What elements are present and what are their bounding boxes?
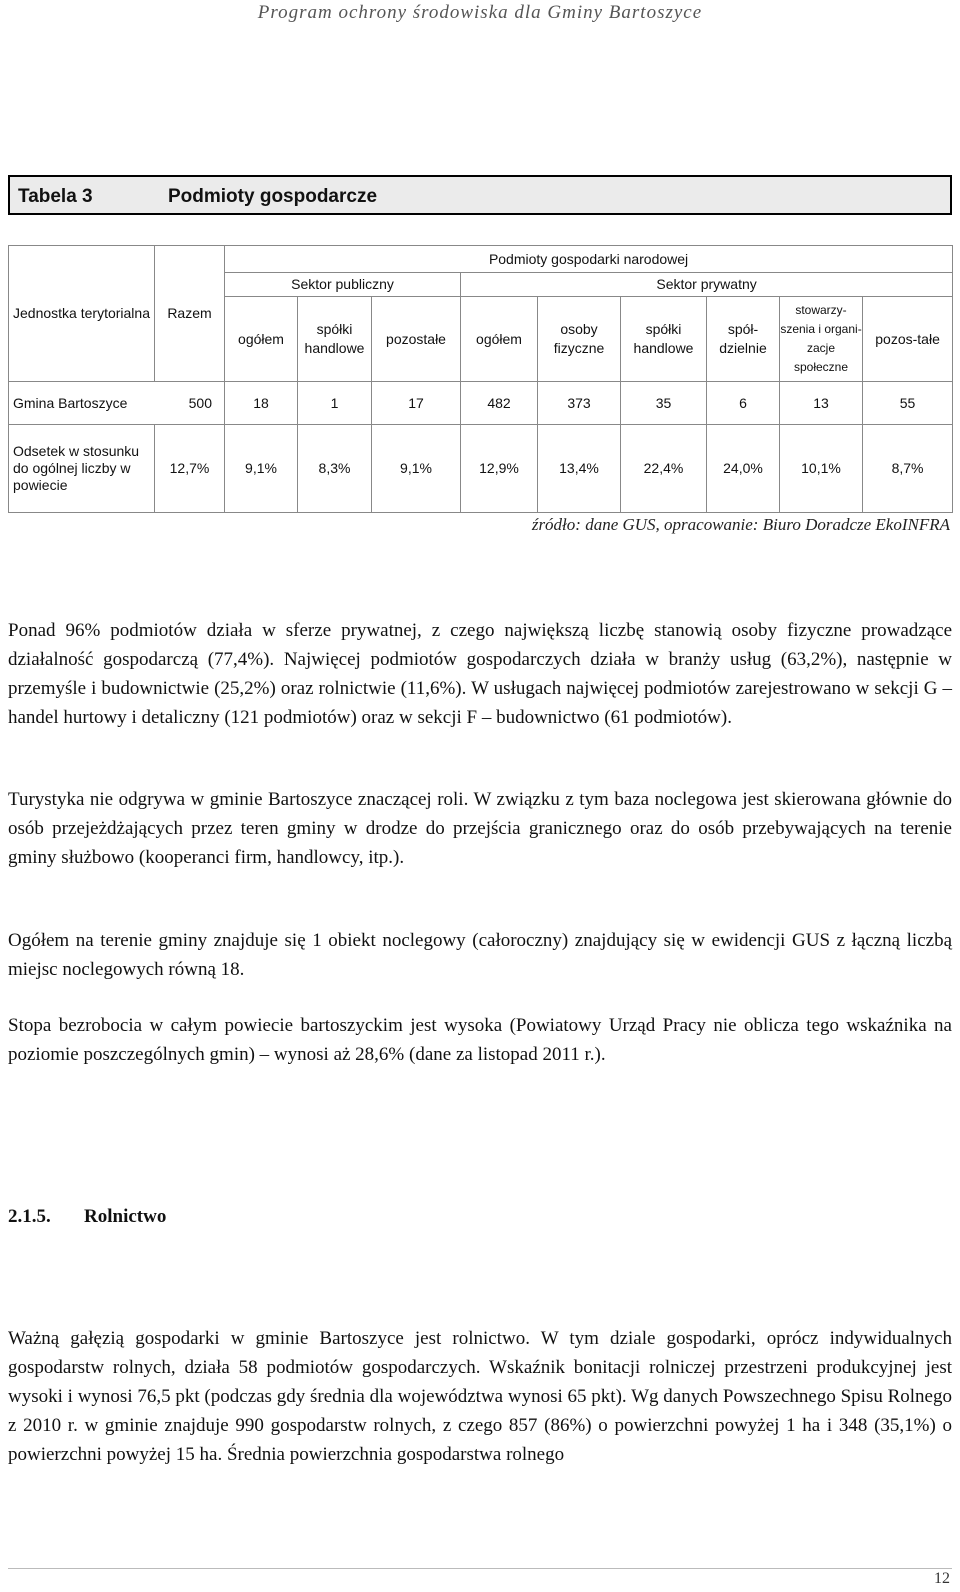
header-sektor-publiczny: Sektor publiczny — [225, 273, 461, 297]
header-pub-ogolem: ogółem — [225, 297, 298, 382]
table-cell: 22,4% — [621, 425, 707, 513]
header-gospodarki: Podmioty gospodarki narodowej — [225, 246, 953, 273]
table-cell: 8,3% — [298, 425, 372, 513]
header-pryw-pozostale: pozos-tałe — [863, 297, 953, 382]
row-label-text: Gmina Bartoszyce — [13, 394, 128, 411]
header-razem: Razem — [155, 246, 225, 382]
paragraph: Ogółem na terenie gminy znajduje się 1 obiekt noclegowy (całoroczny) znajdujący się w ewidencji GUS z łączną liczbą miejsc noclegowych równą 18. — [8, 930, 952, 980]
table-cell: 35 — [621, 382, 707, 425]
footer-divider — [8, 1568, 952, 1569]
table-cell: 8,7% — [863, 425, 953, 513]
table-cell: 9,1% — [225, 425, 298, 513]
page-number: 12 — [934, 1570, 950, 1587]
paragraph: Ważną gałęzią gospodarki w gminie Bartoszyce jest rolnictwo. W tym dziale gospodarki, oprócz indywidualnych gospodarstw rolnych, działa 58 podmiotów gospodarczych. Wskaźnik bonitacji rolniczej przestrzeni produkcyjnej jest wysoki i wynosi 76,5 pkt (podczas gdy średnia dla województwa wynosi 65 pkt). Wg danych Powszechnego Spisu Rolnego z 2010 r. w gminie znajduje 990 gospodarstw rolnych, z czego 857 (86%) o powierzchni powyżej 1 ha i 348 (35,1%) o powierzchni powyżej 15 ha. Średnia powierzchnia gospodarstwa rolnego — [8, 1328, 952, 1465]
table-cell: 17 — [372, 382, 461, 425]
cell-razem: 500 — [188, 395, 212, 411]
table-title: Podmioty gospodarcze — [168, 186, 378, 207]
table-row — [9, 382, 953, 425]
header-pryw-spoldzielnie: spół-dzielnie — [707, 297, 780, 382]
header-pryw-spolki: spółki handlowe — [621, 297, 707, 382]
header-pub-pozostale: pozostałe — [372, 297, 461, 382]
table-row — [9, 425, 953, 513]
header-pryw-osoby: osoby fizyczne — [538, 297, 621, 382]
section-title: Rolnictwo — [84, 1206, 167, 1227]
table-cell: 13,4% — [538, 425, 621, 513]
business-entities-table — [8, 245, 953, 513]
header-pub-spolki: spółki handlowe — [298, 297, 372, 382]
table-cell: 55 — [863, 382, 953, 425]
row-label: Odsetek w stosunku do ogólnej liczby w powiecie — [9, 425, 155, 513]
table-cell: 10,1% — [780, 425, 863, 513]
running-header: Program ochrony środowiska dla Gminy Bartoszyce — [257, 2, 703, 23]
header-pryw-stowarzyszenia: stowarzy-szenia i organi-zacje społeczne — [780, 297, 863, 382]
table-cell: 18 — [225, 382, 298, 425]
table-cell: 1 — [298, 382, 372, 425]
paragraph: Turystyka nie odgrywa w gminie Bartoszyce znaczącej roli. W związku z tym baza noclegowa jest skierowana głównie do osób przejeżdżających przez teren gminy w drodze do przejścia granicznego oraz do osób przebywających na terenie gminy służbowo (kooperanci firm, handlowcy, itp.). — [8, 789, 952, 868]
header-pryw-ogolem: ogółem — [461, 297, 538, 382]
table-cell: 12,7% — [155, 425, 225, 513]
table-cell: 9,1% — [372, 425, 461, 513]
table-cell: 373 — [538, 382, 621, 425]
paragraph: Ponad 96% podmiotów działa w sferze prywatnej, z czego największą liczbę stanowią osoby fizyczne prowadzące działalność gospodarczą (77,4%). Najwięcej podmiotów gospodarczych działa w branży usług (63,2%), następnie w przemyśle i budownictwie (25,2%) oraz rolnictwie (11,6%). W usługach najwięcej podmiotów zarejestrowano w sekcji G – handel hurtowy i detaliczny (121 podmiotów) oraz w sekcji F – budownictwo (61 podmiotów). — [8, 620, 952, 728]
paragraph: Stopa bezrobocia w całym powiecie bartoszyckim jest wysoka (Powiatowy Urząd Pracy nie oblicza tego wskaźnika na poziomie poszczególnych gmin) – wynosi aż 28,6% (dane za listopad 2011 r.). — [8, 1015, 952, 1065]
header-sektor-prywatny: Sektor prywatny — [461, 273, 953, 297]
row-label — [9, 382, 225, 425]
table-cell: 12,9% — [461, 425, 538, 513]
section-heading — [8, 1206, 166, 1228]
table-caption — [8, 175, 952, 215]
section-number: 2.1.5. — [8, 1206, 51, 1227]
table-source: źródło: dane GUS, opracowanie: Biuro Doradcze EkoINFRA — [531, 515, 950, 534]
table-cell: 13 — [780, 382, 863, 425]
table-cell: 482 — [461, 382, 538, 425]
header-jednostka: Jednostka terytorialna — [9, 246, 155, 382]
table-number: Tabela 3 — [18, 186, 93, 207]
table-cell: 6 — [707, 382, 780, 425]
table-cell: 24,0% — [707, 425, 780, 513]
